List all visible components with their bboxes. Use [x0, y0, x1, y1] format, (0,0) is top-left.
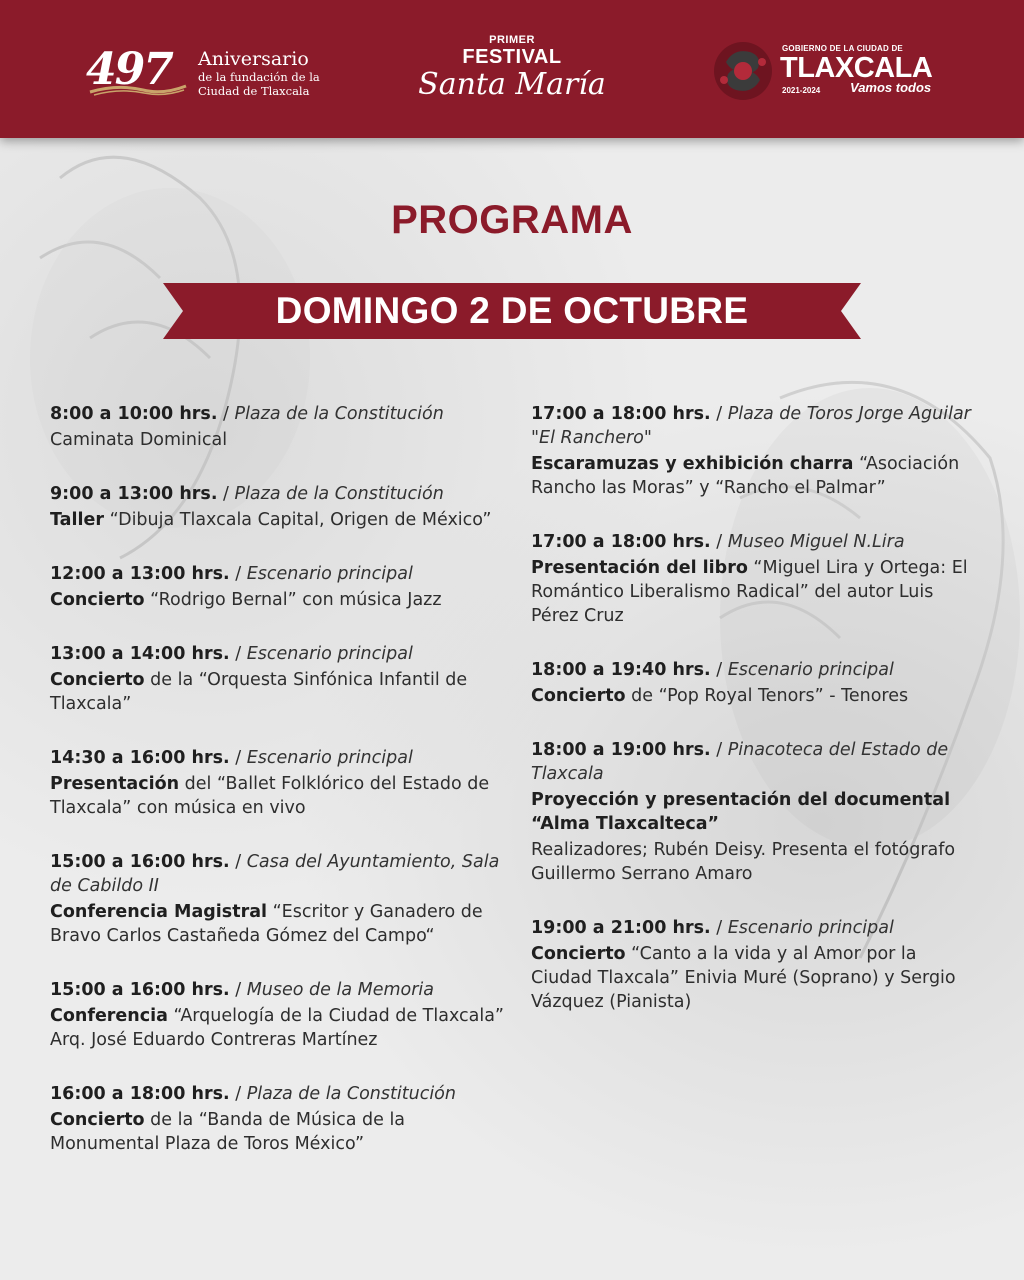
header-bar	[0, 0, 1024, 138]
events-left-column	[50, 402, 510, 1186]
event-item: 16:00 a 18:00 hrs. / Plaza de la Constitución Concierto de la “Banda de Música de la Monumental Plaza de Toros México”	[50, 1084, 456, 1154]
event-item: 14:30 a 16:00 hrs. / Escenario principal Presentación del “Ballet Folklórico del Estado de Tlaxcala” con música en vivo	[50, 748, 490, 818]
anniversary-title: Aniversario	[198, 48, 309, 70]
festival-name: Santa María	[418, 67, 606, 102]
festival-logo	[400, 34, 624, 103]
gov-years: 2021-2024	[782, 86, 821, 95]
event-item: 17:00 a 18:00 hrs. / Plaza de Toros Jorge Aguilar "El Ranchero" Escaramuzas y exhibición charra “Asociación Rancho las Moras” y “Rancho el Palmar”	[531, 404, 971, 498]
gov-name: TLAXCALA	[780, 52, 933, 84]
anniversary-logo	[86, 46, 326, 102]
gold-swoosh-icon	[88, 82, 188, 98]
government-logo	[712, 40, 952, 102]
day-banner-text: DOMINGO 2 DE OCTUBRE	[275, 290, 749, 331]
event-item: 17:00 a 18:00 hrs. / Museo Miguel N.Lira Presentación del libro “Miguel Lira y Ortega: El Romántico Liberalismo Radical” del autor Luis Pérez Cruz	[531, 532, 968, 626]
event-item: 8:00 a 10:00 hrs. / Plaza de la Constitución Caminata Dominical	[50, 404, 444, 450]
event-item: 15:00 a 16:00 hrs. / Casa del Ayuntamiento, Sala de Cabildo II Conferencia Magistral “Escritor y Ganadero de Bravo Carlos Castañeda Gómez del Campo“	[50, 852, 500, 946]
event-item: 12:00 a 13:00 hrs. / Escenario principal Concierto “Rodrigo Bernal” con música Jazz	[50, 564, 442, 610]
event-item: 19:00 a 21:00 hrs. / Escenario principal Concierto “Canto a la vida y al Amor por la Ciudad Tlaxcala” Enivia Muré (Soprano) y Sergio Vázquez (Pianista)	[531, 918, 956, 1012]
day-banner	[163, 283, 861, 339]
festival-primer: PRIMER	[489, 34, 535, 46]
gov-slogan: Vamos todos	[850, 80, 932, 95]
event-item: 9:00 a 13:00 hrs. / Plaza de la Constitución Taller “Dibuja Tlaxcala Capital, Origen de México”	[50, 484, 492, 530]
page-title: PROGRAMA	[391, 198, 633, 242]
gov-top-text: GOBIERNO DE LA CIUDAD DE	[782, 44, 903, 53]
event-item: 18:00 a 19:00 hrs. / Pinacoteca del Estado de Tlaxcala Proyección y presentación del documental “Alma Tlaxcalteca” Realizadores; Rubén Deisy. Presenta el fotógrafo Guillermo Serrano Amaro	[531, 740, 956, 884]
tlaxcala-emblem-icon	[712, 40, 774, 102]
event-item: 18:00 a 19:40 hrs. / Escenario principal Concierto de “Pop Royal Tenors” - Tenores	[531, 660, 909, 706]
event-item: 15:00 a 16:00 hrs. / Museo de la Memoria Conferencia “Arquelogía de la Ciudad de Tlaxcala” Arq. José Eduardo Contreras Martínez	[50, 980, 504, 1050]
event-item: 13:00 a 14:00 hrs. / Escenario principal Concierto de la “Orquesta Sinfónica Infantil de Tlaxcala”	[50, 644, 468, 714]
anniversary-subtitle: de la fundación de la Ciudad de Tlaxcala	[198, 70, 320, 98]
festival-label: FESTIVAL	[462, 46, 562, 68]
anniversary-number: 497	[86, 44, 172, 95]
events-right-column	[531, 402, 981, 1044]
